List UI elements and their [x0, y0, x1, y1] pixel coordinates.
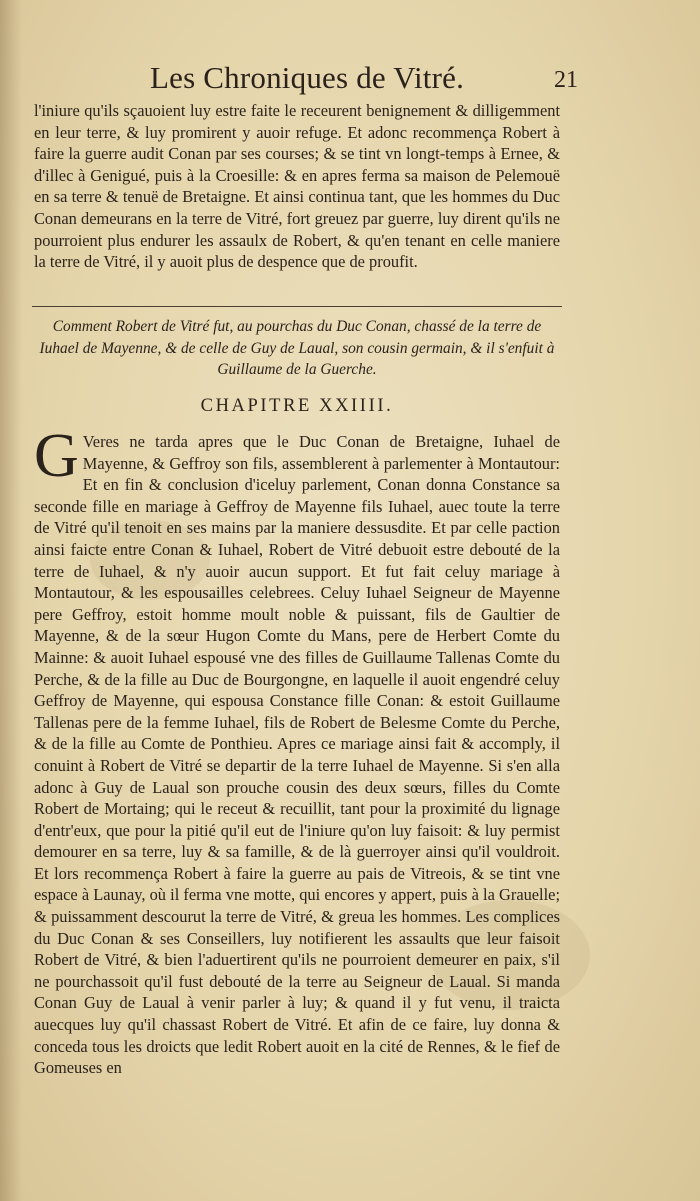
page-number: 21 [554, 67, 578, 93]
page-header [0, 56, 700, 100]
gutter-shadow [0, 0, 22, 1201]
chapter-summary: Comment Robert de Vitré fut, au pourchas du Duc Conan, chassé de la terre de Iuhael de Mayenne, & de celle de Guy de Laual, son cousin germain, & il s'enfuit à Guillaume de la Guerche. [39, 318, 555, 379]
chapter-heading: CHAPITRE XXIIII. [200, 396, 394, 416]
continued-paragraph: l'iniure qu'ils sçauoient luy estre faite le receurent benignement & dilligemment en leur terre, & luy promirent y auoir refuge. Et adonc recommença Robert à faire la guerre audit Conan par ses courses; & se tint vn longt-temps à Ernee, & d'illec à Genigué, puis à la Croesille: & en apres ferma sa maison de Pelemouë en sa terre & tenuë de Bretaigne. Et ainsi continua tant, que les hommes du Duc Conan demeurans en la terre de Vitré, fort greuez par guerre, luy dirent qu'ils ne pourroient plus endurer les assaulx de Robert, & qu'en tenant en celle maniere la terre de Vitré, il y auoit plus de despence que de proufit. [34, 101, 560, 272]
drop-capital: G [34, 422, 79, 490]
chapter-text: Veres ne tarda apres que le Duc Conan de Bretaigne, Iuhael de Mayenne, & Geffroy son fils, assemblerent à parlementer à Montautour: Et en fin & conclusion d'iceluy parlement, Conan donna Constance sa seconde fille en mariage à Geffroy de Mayenne fils Iuhael, auec toute la terre de Vitré qu'il tenoit en ses mains par la maniere dessusdite. Et par celle paction ainsi faicte entre Conan & Iuhael, Robert de Vitré debuoit estre debouté de la terre de Iuhael, & n'y auoir aucun support. Et fut fait celuy mariage à Montautour, & les espousailles celebrees. Celuy Iuhael Seigneur de Mayenne pere Geffroy, estoit homme moult noble & puissant, fils de Gaultier de Mayenne, & de la sœur Hugon Comte du Mans, pere de Herbert Comte du Mainne: & auoit Iuhael espousé vne des filles de Guillaume Tallenas Comte du Perche, & de la fille au Duc de Bourgongne, en laquelle il auoit engendré celuy Geffroy de Mayenne, qui espousa Constance fille Conan: & estoit Guillaume Tallenas pere de la femme Iuhael, fils de Robert de Belesme Comte du Perche, & de la fille au Comte de Ponthieu. Apres ce mariage ainsi fait & accomply, il conuint à Robert de Vitré se departir de la terre Iuhael de Mayenne. Si s'en alla adonc à Guy de Laual son prouche cousin des deux sœurs, filles du Comte Robert de Mortaing; qui le receut & recuillit, tant pour la proximité du lignage d'entr'eux, que pour la pitié qu'il eut de l'iniure qu'on luy faisoit: & luy permist demourer en sa terre, luy & sa famille, & de là guerroyer ainsi qu'il vouldroit. Et lors recommença Robert à faire la guerre au pais de Vitreois, & se tint vne espace à Launay, où il ferma vne motte, qui encores y appert, puis à la Grauelle; & puissamment descourut la terre de Vitré, & greua les hommes. Les complices du Duc Conan & ses Conseillers, luy notifierent les assaults que leur faisoit Robert de Vitré, & bien l'aduertirent qu'ils ne pourroient demeurer en paix, s'il ne pourchassoit qu'il fust debouté de la terre au Seigneur de Laual. Si manda Conan Guy de Laual à venir parler à luy; & quand il y fut venu, il traicta auecques luy qu'il chassast Robert de Vitré. Et afin de ce faire, luy donna & conceda tous les droicts que ledit Robert auoit en la cité de Rennes, & le fief de Gomeuses en [34, 432, 560, 1078]
section-divider [32, 306, 562, 307]
chapter-body [34, 422, 560, 1079]
running-title: Les Chroniques de Vitré. [150, 60, 465, 95]
